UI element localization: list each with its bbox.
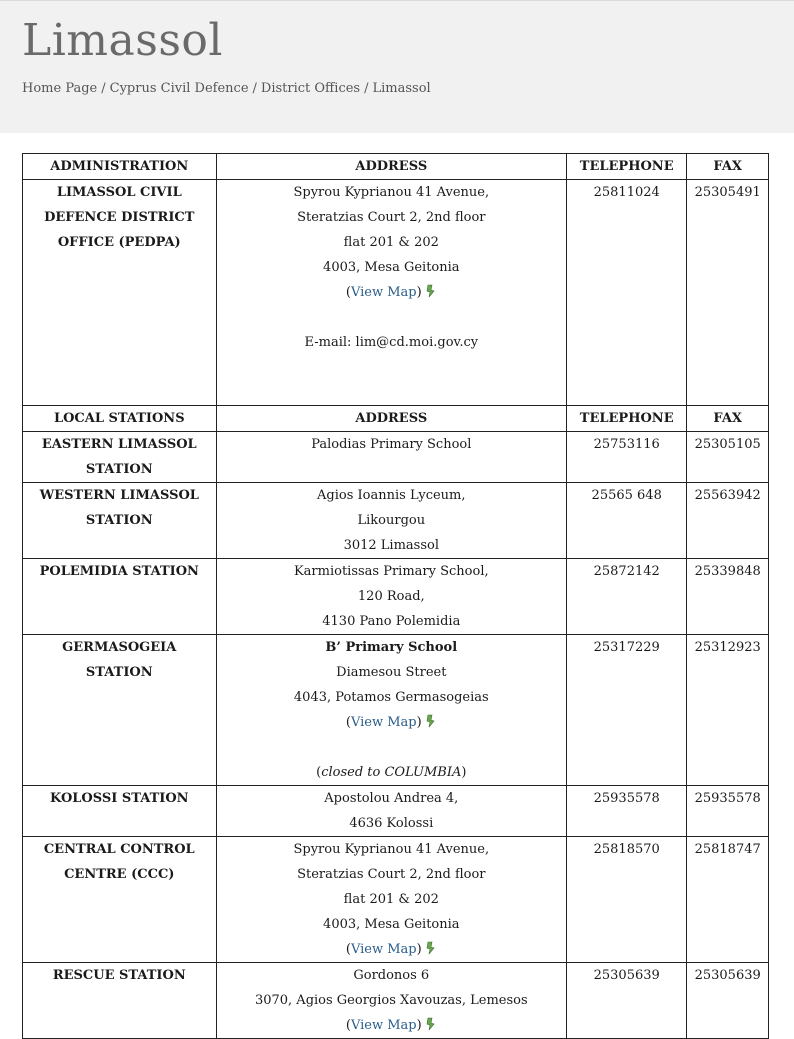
- station-fax: 25305639: [687, 963, 769, 1039]
- map-pin-icon[interactable]: [423, 1017, 437, 1031]
- offices-table: [22, 153, 769, 1039]
- address-line: Spyrou Kyprianou 41 Avenue,: [293, 185, 490, 200]
- address-line: 4003, Mesa Geitonia: [323, 260, 460, 275]
- station-address: [216, 432, 567, 483]
- station-fax: 25563942: [687, 483, 769, 559]
- station-fax: 25818747: [687, 837, 769, 963]
- header-fax: FAX: [687, 406, 769, 432]
- address-line: 120 Road,: [357, 589, 425, 604]
- map-pin-icon[interactable]: [423, 941, 437, 955]
- view-map-link[interactable]: View Map: [350, 285, 417, 300]
- station-row: [23, 963, 769, 1039]
- station-name: [23, 963, 217, 1039]
- station-telephone: 25818570: [567, 837, 687, 963]
- station-fax: 25935578: [687, 786, 769, 837]
- station-fax: 25339848: [687, 559, 769, 635]
- station-row: [23, 432, 769, 483]
- header-fax: FAX: [687, 154, 769, 180]
- address-line: Spyrou Kyprianou 41 Avenue,: [293, 842, 490, 857]
- station-name-line: STATION: [85, 462, 153, 477]
- station-address: [216, 559, 567, 635]
- station-row: [23, 559, 769, 635]
- admin-row: [23, 180, 769, 406]
- address-line: 3070, Agios Georgios Xavouzas, Lemesos: [254, 993, 528, 1008]
- station-row: [23, 483, 769, 559]
- address-line: 4003, Mesa Geitonia: [323, 917, 460, 932]
- station-name: [23, 837, 217, 963]
- station-name: [23, 559, 217, 635]
- admin-name-line: OFFICE (PEDPA): [57, 235, 181, 250]
- address-line: Steratzias Court 2, 2nd floor: [297, 210, 486, 225]
- admin-address: Spyrou Kyprianou 41 Avenue, Steratzias Court 2, 2nd floor flat 201 & 202 4003, Mesa Geitonia (View Map) E-mail: lim@cd.moi.gov.cy: [216, 180, 567, 406]
- view-map-link[interactable]: View Map: [350, 715, 417, 730]
- station-telephone: 25305639: [567, 963, 687, 1039]
- address-line: Steratzias Court 2, 2nd floor: [297, 867, 486, 882]
- header-telephone: TELEPHONE: [567, 154, 687, 180]
- header-administration: ADMINISTRATION: [23, 154, 217, 180]
- station-telephone: 25565 648: [567, 483, 687, 559]
- breadcrumb-district-offices[interactable]: District Offices: [260, 81, 361, 96]
- stations-header-row: [23, 406, 769, 432]
- admin-fax: 25305491: [687, 180, 769, 406]
- breadcrumb: Home Page / Cyprus Civil Defence / District Offices / Limassol: [22, 81, 431, 96]
- station-address: [216, 483, 567, 559]
- station-address: Spyrou Kyprianou 41 Avenue, Steratzias Court 2, 2nd floor flat 201 & 202 4003, Mesa Geitonia (View Map): [216, 837, 567, 963]
- station-address: Gordonos 6 3070, Agios Georgios Xavouzas, Lemesos (View Map): [216, 963, 567, 1039]
- address-line: flat 201 & 202: [343, 892, 439, 907]
- station-row: [23, 837, 769, 963]
- map-pin-icon[interactable]: [423, 714, 437, 728]
- address-line-bold: B’ Primary School: [325, 640, 458, 655]
- admin-email: E-mail: lim@cd.moi.gov.cy: [304, 335, 479, 350]
- station-name-line: RESCUE STATION: [52, 968, 186, 983]
- station-name-line: EASTERN LIMASSOL: [41, 437, 197, 452]
- header-telephone: TELEPHONE: [567, 406, 687, 432]
- map-pin-icon[interactable]: [423, 284, 437, 298]
- station-row: [23, 786, 769, 837]
- address-line: Agios Ioannis Lyceum,: [317, 488, 466, 503]
- station-telephone: 25753116: [567, 432, 687, 483]
- station-telephone: 25317229: [567, 635, 687, 786]
- station-name-line: WESTERN LIMASSOL: [39, 488, 199, 503]
- address-line: Karmiotissas Primary School,: [293, 564, 489, 579]
- station-name: [23, 483, 217, 559]
- station-name-line: KOLOSSI STATION: [50, 791, 189, 806]
- station-name-line: POLEMIDIA STATION: [39, 564, 199, 579]
- header-local-stations: LOCAL STATIONS: [23, 406, 217, 432]
- station-telephone: 25872142: [567, 559, 687, 635]
- header-address: ADDRESS: [216, 154, 567, 180]
- station-fax: 25305105: [687, 432, 769, 483]
- station-address: [216, 786, 567, 837]
- address-line: 4130 Pano Polemidia: [322, 614, 461, 629]
- address-line: Apostolou Andrea 4,: [324, 791, 459, 806]
- station-row: [23, 635, 769, 786]
- station-address: B’ Primary School Diamesou Street 4043, Potamos Germasogeias (View Map) (closed to COLUMBIA): [216, 635, 567, 786]
- station-name: [23, 786, 217, 837]
- station-note: closed to COLUMBIA: [321, 765, 462, 780]
- address-line: Palodias Primary School: [311, 437, 472, 452]
- station-fax: 25312923: [687, 635, 769, 786]
- admin-header-row: [23, 154, 769, 180]
- station-name-line: STATION: [85, 513, 153, 528]
- view-map-link[interactable]: View Map: [350, 942, 417, 957]
- address-line: Likourgou: [357, 513, 426, 528]
- admin-name-line: DEFENCE DISTRICT: [44, 210, 195, 225]
- admin-name: [23, 180, 217, 406]
- breadcrumb-civil-defence[interactable]: Cyprus Civil Defence: [109, 81, 249, 96]
- admin-telephone: 25811024: [567, 180, 687, 406]
- address-line: Gordonos 6: [353, 968, 430, 983]
- admin-name-line: LIMASSOL CIVIL: [56, 185, 182, 200]
- header-address: ADDRESS: [216, 406, 567, 432]
- breadcrumb-home[interactable]: Home Page: [22, 81, 98, 96]
- view-map-link[interactable]: View Map: [350, 1018, 417, 1033]
- station-name: [23, 635, 217, 786]
- address-line: Diamesou Street: [336, 665, 447, 680]
- address-line: 4043, Potamos Germasogeias: [293, 690, 489, 705]
- station-name-line: CENTRAL CONTROL: [43, 842, 195, 857]
- breadcrumb-current: Limassol: [372, 81, 431, 96]
- page-title: Limassol: [22, 15, 223, 66]
- address-line: flat 201 & 202: [343, 235, 439, 250]
- station-name-line: GERMASOGEIA STATION: [62, 640, 177, 680]
- station-telephone: 25935578: [567, 786, 687, 837]
- page-header: [0, 0, 794, 133]
- address-line: 3012 Limassol: [343, 538, 439, 553]
- station-name-line: CENTRE (CCC): [64, 867, 175, 882]
- station-name: [23, 432, 217, 483]
- address-line: 4636 Kolossi: [349, 816, 434, 831]
